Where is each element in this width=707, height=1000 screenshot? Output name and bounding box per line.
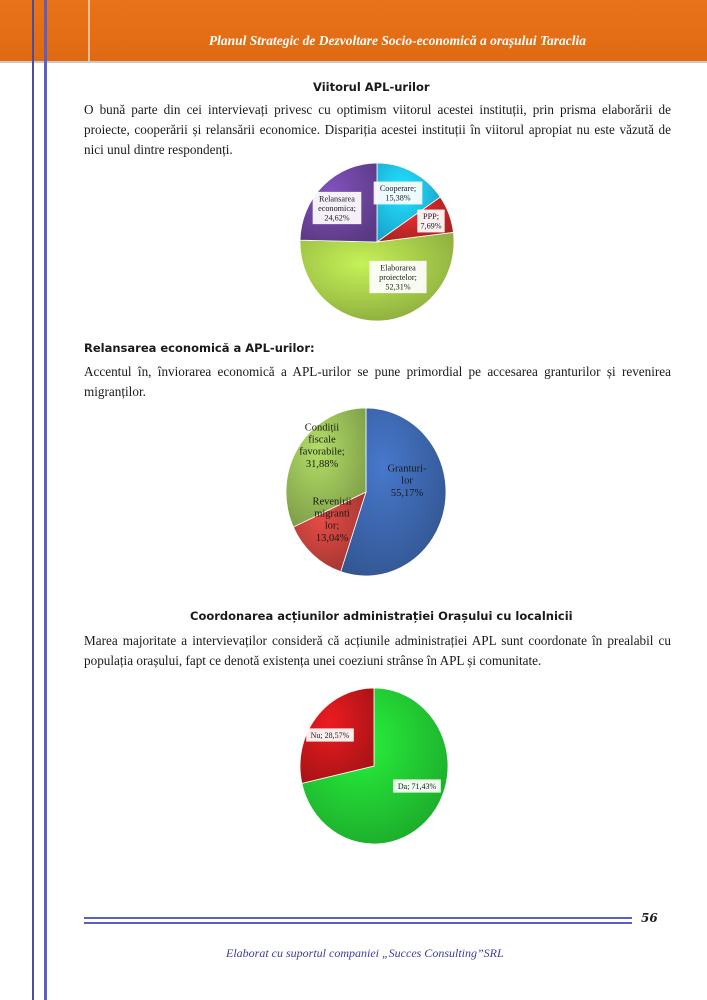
pie-slice-label: [299, 423, 345, 470]
pie-label-line: Da; 71,43%: [397, 781, 437, 791]
pie-label-line: 13,04%: [315, 532, 349, 544]
pie-chart-coordonarea: [295, 685, 455, 850]
margin-line-left: [32, 0, 34, 1000]
header-band: [0, 0, 707, 63]
section-heading-relansarea: Relansarea economică a APL-urilor:: [84, 341, 315, 355]
footer-rule-top: [84, 917, 632, 919]
section-heading-coordonarea: Coordonarea acțiunilor administrației Orașului cu localnicii: [190, 609, 573, 623]
pie-label-line: PPP;: [423, 212, 439, 222]
pie-label-line: lor;: [324, 520, 340, 532]
pie-chart-relansarea: [280, 405, 450, 580]
pie-label-line: proiectelor;: [379, 272, 417, 282]
pie-label-line: 15,38%: [385, 193, 411, 203]
section-paragraph-viitorul: O bună parte din cei intervievați privesc cu optimism viitorul acestei instituții, prin prisma elaborării de proiecte, cooperării și relansării economice. Dispariția acestei instituții în viitorul apropiat nu este văzută de nici unul dintre respondenți.: [84, 102, 671, 157]
pie-label-line: economica;: [318, 203, 356, 213]
footer-credit: Elaborat cu suportul companiei „Succes Consulting”SRL: [226, 946, 504, 960]
margin-line-right: [44, 0, 47, 1000]
footer-rule-bottom: [84, 922, 632, 924]
pie-label-line: Granturi-: [387, 463, 427, 475]
pie-slice-label: [393, 779, 441, 792]
pie-label-line: migranti: [314, 508, 350, 520]
pie-label-line: 7,69%: [420, 221, 442, 231]
pie-label-line: Revenirii: [312, 496, 352, 508]
pie-label-line: Elaborarea: [380, 263, 416, 273]
pie-label-line: lor: [401, 475, 413, 487]
pie-label-line: 31,88%: [305, 458, 339, 470]
pie-label-line: 24,62%: [324, 213, 350, 223]
pie-label-line: Nu; 28,57%: [310, 730, 350, 740]
pie-slice-label: [306, 728, 354, 741]
section-heading-viitorul: Viitorul APL-urilor: [313, 80, 430, 94]
pie-label-line: 52,31%: [385, 282, 411, 292]
pie-label-line: 55,17%: [390, 487, 424, 499]
pie-label-line: fiscale: [308, 434, 336, 446]
pie-label-line: Relansarea: [319, 194, 355, 204]
pie-label-line: Condiții: [304, 422, 340, 434]
pie-label-line: Cooperare;: [379, 184, 417, 194]
section-paragraph-relansarea: Accentul în, înviorarea economică a APL-urilor se pune primordial pe accesarea granturilor și revenirea migranților.: [84, 364, 671, 399]
pie-slice-label: [369, 261, 426, 293]
pie-slice-label: [374, 182, 423, 205]
header-divider: [88, 0, 90, 61]
page-number: 56: [641, 911, 658, 925]
document-title: Planul Strategic de Dezvoltare Socio-economică a orașului Taraclia: [208, 33, 586, 48]
pie-label-line: favorabile;: [299, 446, 345, 458]
pie-chart-viitorul: [285, 160, 465, 325]
pie-slice-label: [417, 210, 444, 233]
pie-slice-label: [313, 192, 362, 224]
section-paragraph-coordonarea: Marea majoritate a intervievaților consideră că acțiunile administrației APL sunt coordonate în prealabil cu populația orașului, fapt ce denotă existența unei coeziuni strânse în APL și comunitate.: [84, 633, 671, 668]
